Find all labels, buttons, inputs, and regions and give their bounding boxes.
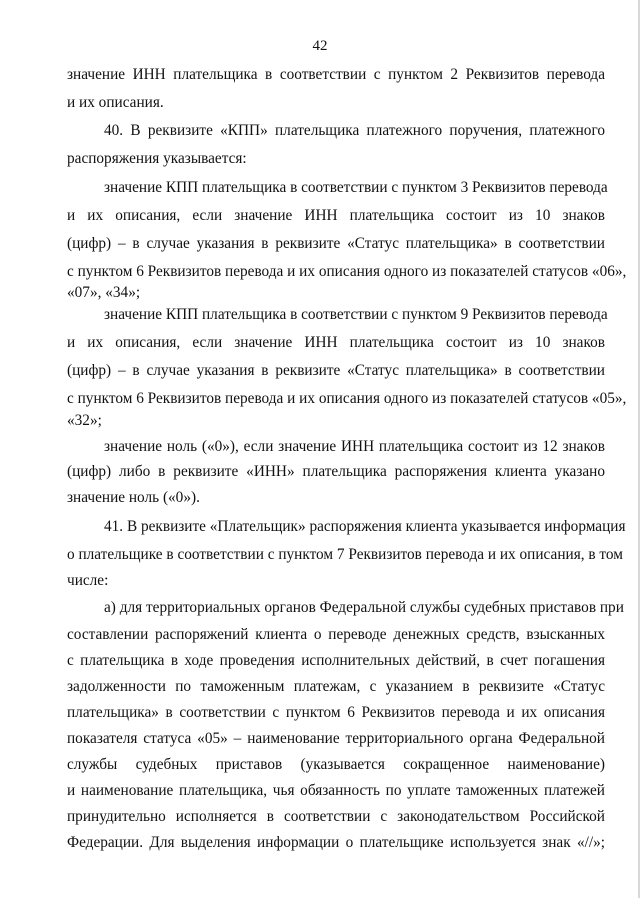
text-line: и наименование плательщика, чья обязанность по уплате таможенных платежей: [67, 782, 605, 799]
text-line: плательщика» в соответствии с пунктом 6 Реквизитов перевода и их описания: [67, 704, 605, 721]
text-line: значение КПП плательщика в соответствии с пунктом 9 Реквизитов перевода: [104, 306, 608, 323]
text-line: о плательщике в соответствии с пунктом 7 Реквизитов перевода и их описания, в том: [67, 546, 623, 563]
text-line: службы судебных приставов (указывается сокращенное наименование): [67, 756, 605, 773]
text-line: (цифр) – в случае указания в реквизите «Статус плательщика» в соответствии: [67, 235, 605, 252]
text-line: с плательщика в ходе проведения исполнительных действий, в счет погашения: [67, 652, 605, 669]
text-line: а) для территориальных органов Федеральной службы судебных приставов при: [104, 599, 624, 616]
text-line: распоряжения указывается:: [67, 150, 247, 167]
text-line: и их описания, если значение ИНН плательщика состоит из 10 знаков: [67, 207, 605, 224]
text-line: и их описания.: [67, 94, 164, 111]
text-line: (цифр) – в случае указания в реквизите «Статус плательщика» в соответствии: [67, 362, 605, 379]
text-line: «07», «34»;: [67, 284, 141, 301]
text-line: значение ноль («0»), если значение ИНН плательщика состоит из 12 знаков: [104, 438, 605, 455]
text-line: составлении распоряжений клиента о переводе денежных средств, взысканных: [67, 626, 605, 643]
text-line: значение КПП плательщика в соответствии с пунктом 3 Реквизитов перевода: [104, 179, 608, 196]
text-line: показателя статуса «05» – наименование территориального органа Федеральной: [67, 730, 605, 747]
text-line: значение ноль («0»).: [67, 489, 200, 506]
page-number: 42: [312, 38, 328, 54]
text-line: значение ИНН плательщика в соответствии с пунктом 2 Реквизитов перевода: [67, 66, 605, 83]
text-line: задолженности по таможенным платежам, с указанием в реквизите «Статус: [67, 678, 605, 695]
text-line: с пунктом 6 Реквизитов перевода и их описания одного из показателей статусов «05»,: [67, 390, 627, 407]
text-line: принудительно исполняется в соответствии с законодательством Российской: [67, 808, 605, 825]
text-line: (цифр) либо в реквизите «ИНН» плательщика распоряжения клиента указано: [67, 463, 605, 480]
text-line: 41. В реквизите «Плательщик» распоряжения клиента указывается информация: [104, 518, 626, 535]
text-line: числе:: [67, 572, 109, 589]
text-line: 40. В реквизите «КПП» плательщика платежного поручения, платежного: [104, 122, 605, 139]
text-line: Федерации. Для выделения информации о плательщике используется знак «//»;: [67, 834, 605, 851]
text-line: «32»;: [67, 412, 102, 429]
text-line: с пунктом 6 Реквизитов перевода и их описания одного из показателей статусов «06»,: [67, 263, 627, 280]
text-line: и их описания, если значение ИНН плательщика состоит из 10 знаков: [67, 334, 605, 351]
